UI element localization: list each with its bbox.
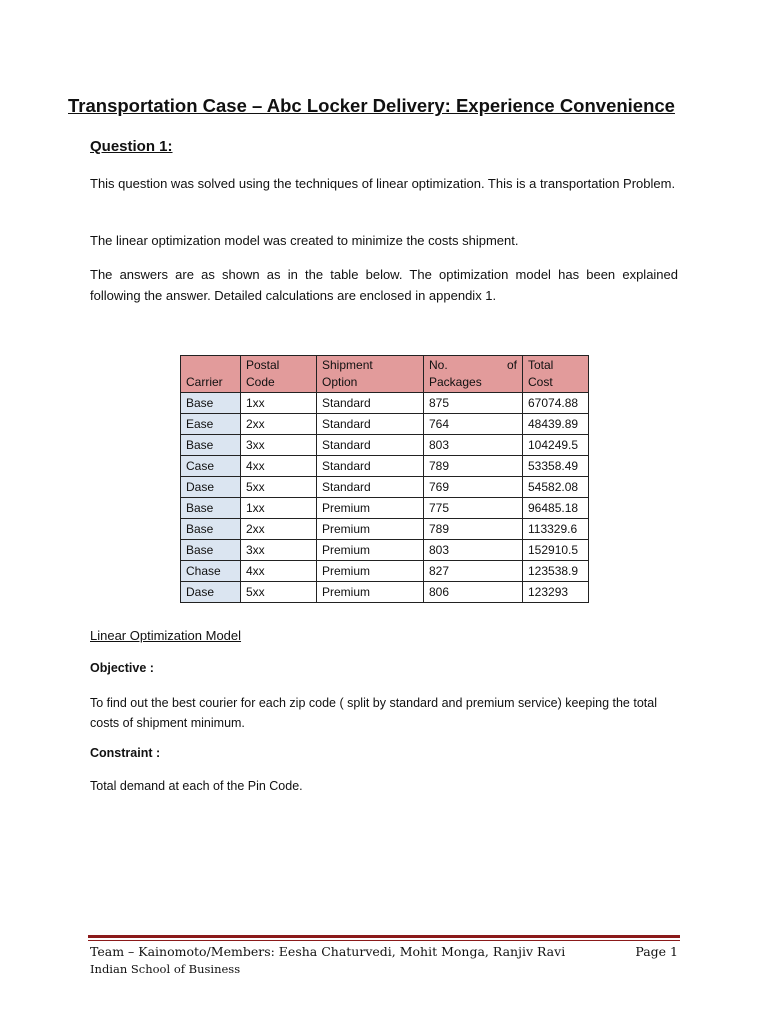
table-row — [181, 540, 589, 561]
cell-shipment-option: Premium — [317, 519, 424, 540]
footer-team: Team – Kainomoto/Members: Eesha Chaturvedi, Mohit Monga, Ranjiv Ravi — [90, 944, 566, 959]
table-row — [181, 414, 589, 435]
cell-packages: 803 — [424, 540, 523, 561]
cell-total-cost: 67074.88 — [523, 393, 589, 414]
footer-divider-thin — [88, 940, 680, 941]
cell-carrier: Case — [181, 456, 241, 477]
cell-packages: 764 — [424, 414, 523, 435]
cell-postal-code: 4xx — [241, 561, 317, 582]
cell-total-cost: 113329.6 — [523, 519, 589, 540]
constraint-text: Total demand at each of the Pin Code. — [90, 779, 303, 793]
cell-packages: 789 — [424, 456, 523, 477]
cell-postal-code: 2xx — [241, 414, 317, 435]
cell-shipment-option: Standard — [317, 393, 424, 414]
cell-total-cost: 48439.89 — [523, 414, 589, 435]
table-row — [181, 498, 589, 519]
table-row — [181, 393, 589, 414]
cell-packages: 769 — [424, 477, 523, 498]
cell-packages: 789 — [424, 519, 523, 540]
cell-shipment-option: Standard — [317, 456, 424, 477]
document-title: Transportation Case – Abc Locker Delivery: Experience Convenience — [68, 95, 675, 116]
objective-text: To find out the best courier for each zip code ( split by standard and premium service) keeping the total costs of shipment minimum. — [90, 696, 657, 730]
cell-shipment-option: Standard — [317, 477, 424, 498]
table-header-row — [181, 356, 589, 393]
cell-postal-code: 1xx — [241, 498, 317, 519]
cell-postal-code: 3xx — [241, 540, 317, 561]
cell-shipment-option: Standard — [317, 414, 424, 435]
question-heading: Question 1: — [90, 138, 173, 155]
table-row — [181, 456, 589, 477]
header-shipment-option: Shipment Option — [317, 356, 424, 393]
cell-total-cost: 152910.5 — [523, 540, 589, 561]
header-total-cost: Total Cost — [523, 356, 589, 393]
footer-page-number: Page 1 — [635, 944, 678, 959]
intro-paragraph-3: The answers are as shown as in the table below. The optimization model has been explained following the answer. Detailed calculations are enclosed in appendix 1. — [90, 267, 678, 303]
cell-packages: 775 — [424, 498, 523, 519]
cell-carrier: Base — [181, 519, 241, 540]
cell-total-cost: 104249.5 — [523, 435, 589, 456]
cell-total-cost: 96485.18 — [523, 498, 589, 519]
cell-total-cost: 54582.08 — [523, 477, 589, 498]
model-heading: Linear Optimization Model — [90, 628, 242, 643]
header-carrier: Carrier — [181, 356, 241, 393]
cell-packages: 875 — [424, 393, 523, 414]
constraint-label: Constraint : — [90, 746, 161, 760]
table-body — [181, 393, 589, 603]
cell-shipment-option: Premium — [317, 540, 424, 561]
cell-shipment-option: Standard — [317, 435, 424, 456]
table-row — [181, 435, 589, 456]
cell-postal-code: 5xx — [241, 582, 317, 603]
cell-carrier: Dase — [181, 582, 241, 603]
cell-postal-code: 2xx — [241, 519, 317, 540]
cell-carrier: Dase — [181, 477, 241, 498]
objective-label: Objective : — [90, 661, 154, 675]
cell-postal-code: 3xx — [241, 435, 317, 456]
cell-carrier: Base — [181, 498, 241, 519]
cell-postal-code: 4xx — [241, 456, 317, 477]
header-packages: No. of Packages — [424, 356, 523, 393]
table-row — [181, 582, 589, 603]
cell-total-cost: 123293 — [523, 582, 589, 603]
cell-carrier: Base — [181, 435, 241, 456]
cell-postal-code: 1xx — [241, 393, 317, 414]
intro-paragraph-2: The linear optimization model was created to minimize the costs shipment. — [90, 233, 519, 248]
footer-school: Indian School of Business — [90, 962, 241, 976]
cell-carrier: Chase — [181, 561, 241, 582]
cell-packages: 827 — [424, 561, 523, 582]
cell-total-cost: 53358.49 — [523, 456, 589, 477]
cell-carrier: Base — [181, 393, 241, 414]
table-row — [181, 561, 589, 582]
intro-paragraph-1: This question was solved using the techniques of linear optimization. This is a transportation Problem. — [90, 176, 676, 191]
results-table — [180, 355, 589, 603]
cell-shipment-option: Premium — [317, 561, 424, 582]
table-row — [181, 519, 589, 540]
header-postal-code: Postal Code — [241, 356, 317, 393]
cell-carrier: Base — [181, 540, 241, 561]
table-row — [181, 477, 589, 498]
cell-packages: 806 — [424, 582, 523, 603]
cell-packages: 803 — [424, 435, 523, 456]
cell-shipment-option: Premium — [317, 498, 424, 519]
cell-postal-code: 5xx — [241, 477, 317, 498]
footer-divider — [88, 935, 680, 938]
cell-shipment-option: Premium — [317, 582, 424, 603]
cell-total-cost: 123538.9 — [523, 561, 589, 582]
cell-carrier: Ease — [181, 414, 241, 435]
